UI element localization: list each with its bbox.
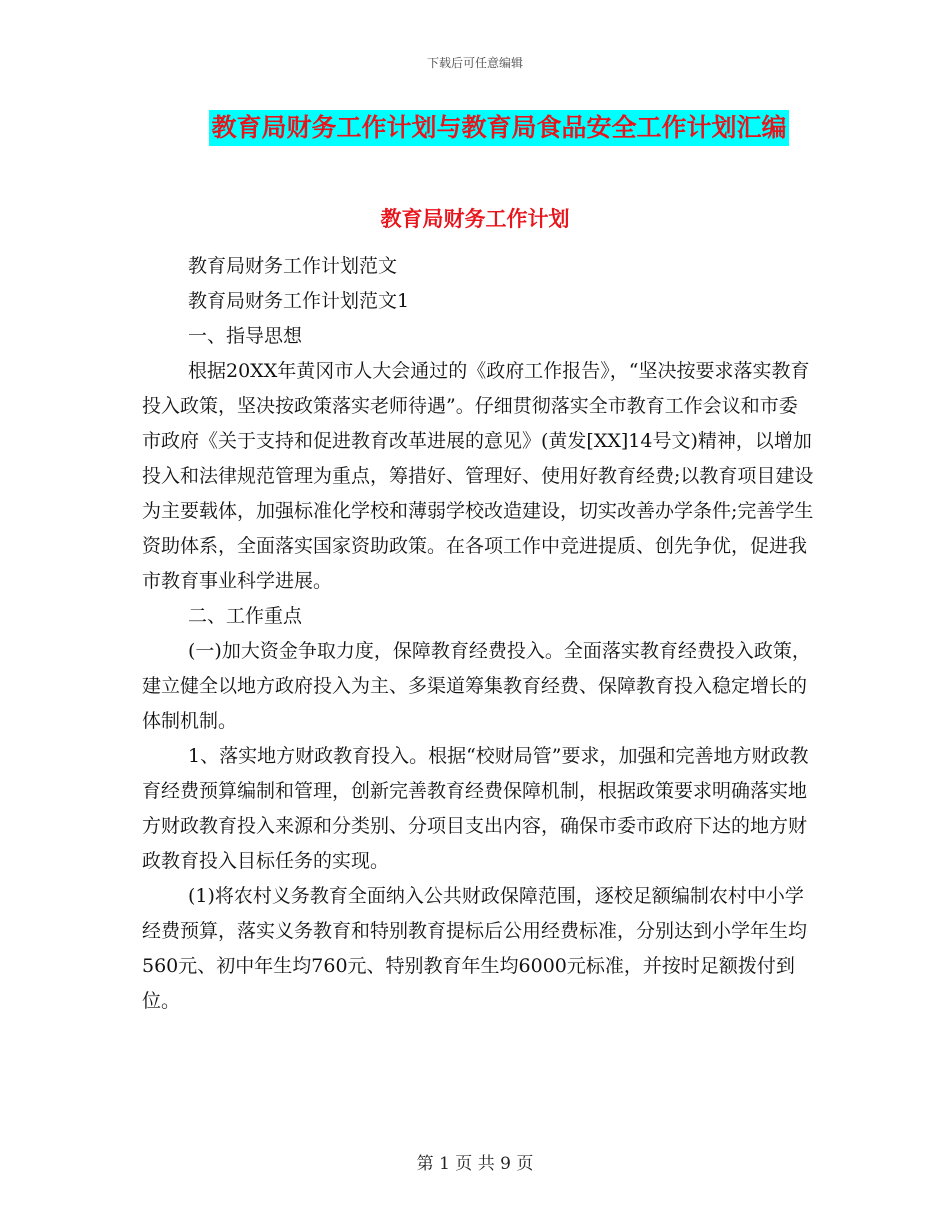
paragraph: 教育局财务工作计划范文1	[188, 290, 410, 312]
page-footer: 第 1 页 共 9 页	[416, 1154, 534, 1174]
main-title-container	[0, 110, 950, 146]
main-title: 教育局财务工作计划与教育局食品安全工作计划汇编	[209, 110, 788, 146]
paragraph: 二、工作重点	[188, 605, 303, 627]
paragraph: (一)加大资金争取力度，保障教育经费投入。全面落实教育经费投入政策，建立健全以地方政府投入为主、多渠道筹集教育经费、保障教育投入稳定增长的体制机制。	[142, 640, 811, 732]
paragraph: 一、指导思想	[188, 325, 303, 347]
paragraph: 教育局财务工作计划范文	[188, 255, 398, 277]
paragraph: 根据20XX年黄冈市人大会通过的《政府工作报告》，“坚决按要求落实教育投入政策，坚决按政策落实老师待遇”。仔细贯彻落实全市教育工作会议和市委市政府《关于支持和促进教育改革进展的意见》(黄发[XX]14号文)精神，以增加投入和法律规范管理为重点，筹措好、管理好、使用好教育经费;以教育项目建设为主要载体，加强标准化学校和薄弱学校改造建设，切实改善办学条件;完善学生资助体系，全面落实国家资助政策。在各项工作中竞进提质、创先争优，促进我市教育事业科学进展。	[142, 360, 814, 592]
document-body	[142, 249, 814, 1019]
paragraph: (1)将农村义务教育全面纳入公共财政保障范围，逐校足额编制农村中小学经费预算，落实义务教育和特别教育提标后公用经费标准，分别达到小学年生均560元、初中年生均760元、特别教育年生均6000元标准，并按时足额拨付到位。	[142, 885, 808, 1012]
paragraph: 1、落实地方财政教育投入。根据“校财局管”要求，加强和完善地方财政教育经费预算编制和管理，创新完善教育经费保障机制，根据政策要求明确落实地方财政教育投入来源和分类别、分项目支出内容，确保市委市政府下达的地方财政教育投入目标任务的实现。	[142, 745, 809, 872]
page-header-note: 下载后可任意编辑	[426, 56, 523, 70]
section-title: 教育局财务工作计划	[380, 207, 570, 231]
